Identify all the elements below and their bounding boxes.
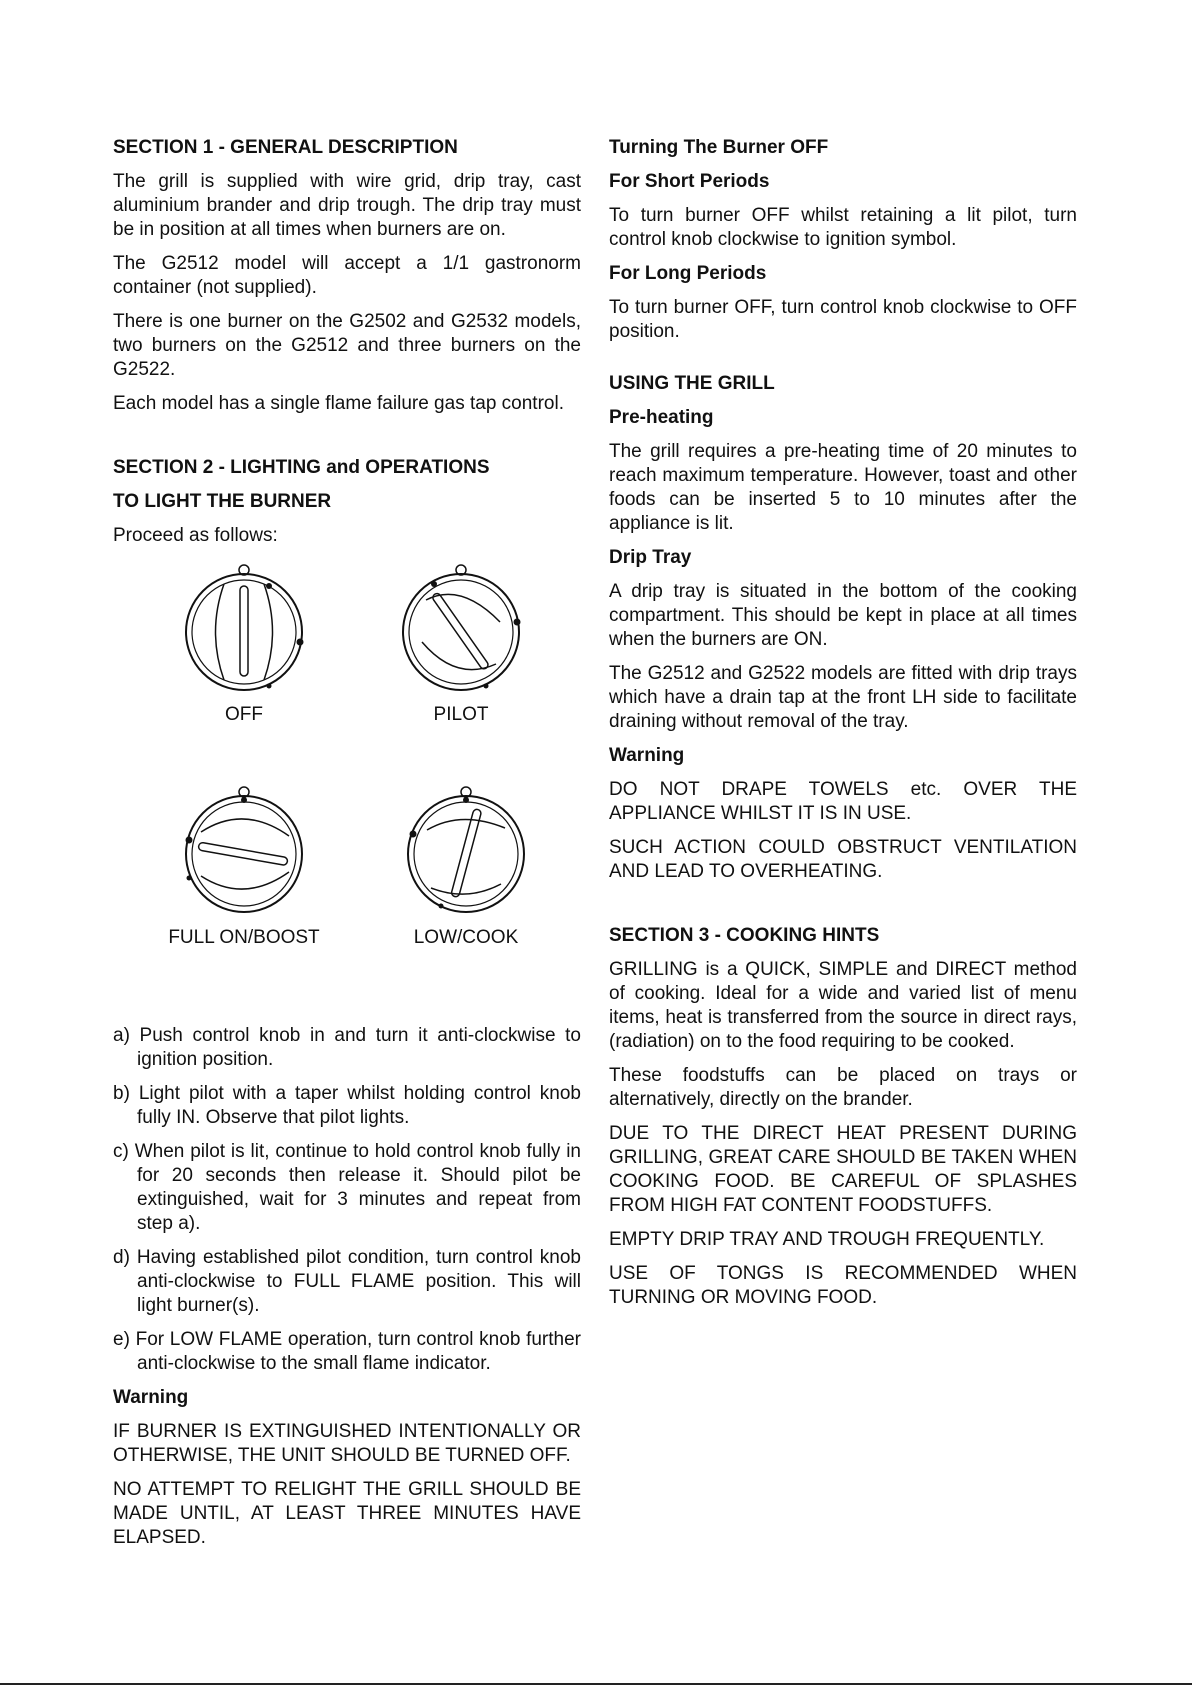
lighting-step: a) Push control knob in and turn it anti-clockwise to ignition position. (113, 1025, 581, 1070)
warning-text: NO ATTEMPT TO RELIGHT THE GRILL SHOULD BE MADE UNTIL, AT LEAST THREE MINUTES HAVE ELAPSED. (113, 1479, 581, 1548)
lighting-step: d) Having established pilot condition, turn control knob anti-clockwise to FULL FLAME position. This will light burner(s). (113, 1247, 581, 1316)
section1-paragraph: The G2512 model will accept a 1/1 gastronorm container (not supplied). (113, 253, 581, 298)
knob-pilot-icon (396, 562, 526, 692)
short-periods-text: To turn burner OFF whilst retaining a lit pilot, turn control knob clockwise to ignition symbol. (609, 205, 1077, 250)
knob-label: OFF (225, 704, 263, 725)
section1-paragraph: The grill is supplied with wire grid, drip tray, cast aluminium brander and drip trough. The drip tray must be in position at all times when burners are on. (113, 171, 581, 240)
cooking-hint: These foodstuffs can be placed on trays or alternatively, directly on the brander. (609, 1065, 1077, 1110)
section2-heading: SECTION 2 - LIGHTING and OPERATIONS (113, 457, 490, 478)
long-periods-heading: For Long Periods (609, 263, 767, 284)
long-periods-text: To turn burner OFF, turn control knob clockwise to OFF position. (609, 297, 1077, 342)
knob-off-icon (179, 562, 309, 692)
warning-text: IF BURNER IS EXTINGUISHED INTENTIONALLY OR OTHERWISE, THE UNIT SHOULD BE TURNED OFF. (113, 1421, 581, 1466)
cooking-hint: USE OF TONGS IS RECOMMENDED WHEN TURNING OR MOVING FOOD. (609, 1263, 1077, 1308)
short-periods-heading: For Short Periods (609, 171, 770, 192)
left-column (113, 136, 581, 1560)
warning-text: SUCH ACTION COULD OBSTRUCT VENTILATION AND LEAD TO OVERHEATING. (609, 837, 1077, 882)
burner-off-heading: Turning The Burner OFF (609, 137, 829, 158)
warning-heading: Warning (113, 1387, 189, 1408)
section1-paragraph: There is one burner on the G2502 and G2532 models, two burners on the G2512 and three burners on the G2522. (113, 311, 581, 380)
cooking-hint: DUE TO THE DIRECT HEAT PRESENT DURING GRILLING, GREAT CARE SHOULD BE TAKEN WHEN COOKING FOOD. BE CAREFUL OF SPLASHES FROM HIGH FAT CONTENT FOODSTUFFS. (609, 1123, 1077, 1216)
light-burner-subheading: TO LIGHT THE BURNER (113, 491, 332, 512)
cooking-hint: EMPTY DRIP TRAY AND TROUGH FREQUENTLY. (609, 1229, 1045, 1250)
knob-diagrams (113, 558, 581, 998)
knob-label: FULL ON/BOOST (168, 927, 320, 948)
preheating-heading: Pre-heating (609, 407, 714, 428)
preheating-text: The grill requires a pre-heating time of 20 minutes to reach maximum temperature. However, toast and other foods can be inserted 5 to 10 minutes after the appliance is lit. (609, 441, 1077, 534)
section1-heading: SECTION 1 - GENERAL DESCRIPTION (113, 137, 458, 158)
using-grill-heading: USING THE GRILL (609, 373, 775, 394)
proceed-intro: Proceed as follows: (113, 525, 278, 546)
right-column (609, 136, 1077, 1320)
knob-label: LOW/COOK (413, 927, 519, 948)
knob-full-on-icon (179, 784, 309, 914)
warning-text: DO NOT DRAPE TOWELS etc. OVER THE APPLIANCE WHILST IT IS IN USE. (609, 779, 1077, 824)
knob-low-cook-icon (401, 784, 531, 914)
knob-label: PILOT (433, 704, 489, 725)
drip-tray-text: The G2512 and G2522 models are fitted with drip trays which have a drain tap at the front LH side to facilitate draining without removal of the tray. (609, 663, 1077, 732)
section1-paragraph: Each model has a single flame failure gas tap control. (113, 393, 564, 414)
drip-tray-heading: Drip Tray (609, 547, 692, 568)
section3-heading: SECTION 3 - COOKING HINTS (609, 925, 880, 946)
cooking-hint: GRILLING is a QUICK, SIMPLE and DIRECT method of cooking. Ideal for a wide and varied list of menu items, heat is transferred from the source in direct rays, (radiation) on to the food requiring to be cooked. (609, 959, 1077, 1052)
lighting-step: c) When pilot is lit, continue to hold control knob fully in for 20 seconds then release it. Should pilot be extinguished, wait for 3 minutes and repeat from step a). (113, 1141, 581, 1234)
lighting-step: e) For LOW FLAME operation, turn control knob further anti-clockwise to the small flame indicator. (113, 1329, 581, 1374)
lighting-step: b) Light pilot with a taper whilst holding control knob fully IN. Observe that pilot lights. (113, 1083, 581, 1128)
drip-tray-text: A drip tray is situated in the bottom of the cooking compartment. This should be kept in place at all times when the burners are ON. (609, 581, 1077, 650)
warning-heading: Warning (609, 745, 685, 766)
